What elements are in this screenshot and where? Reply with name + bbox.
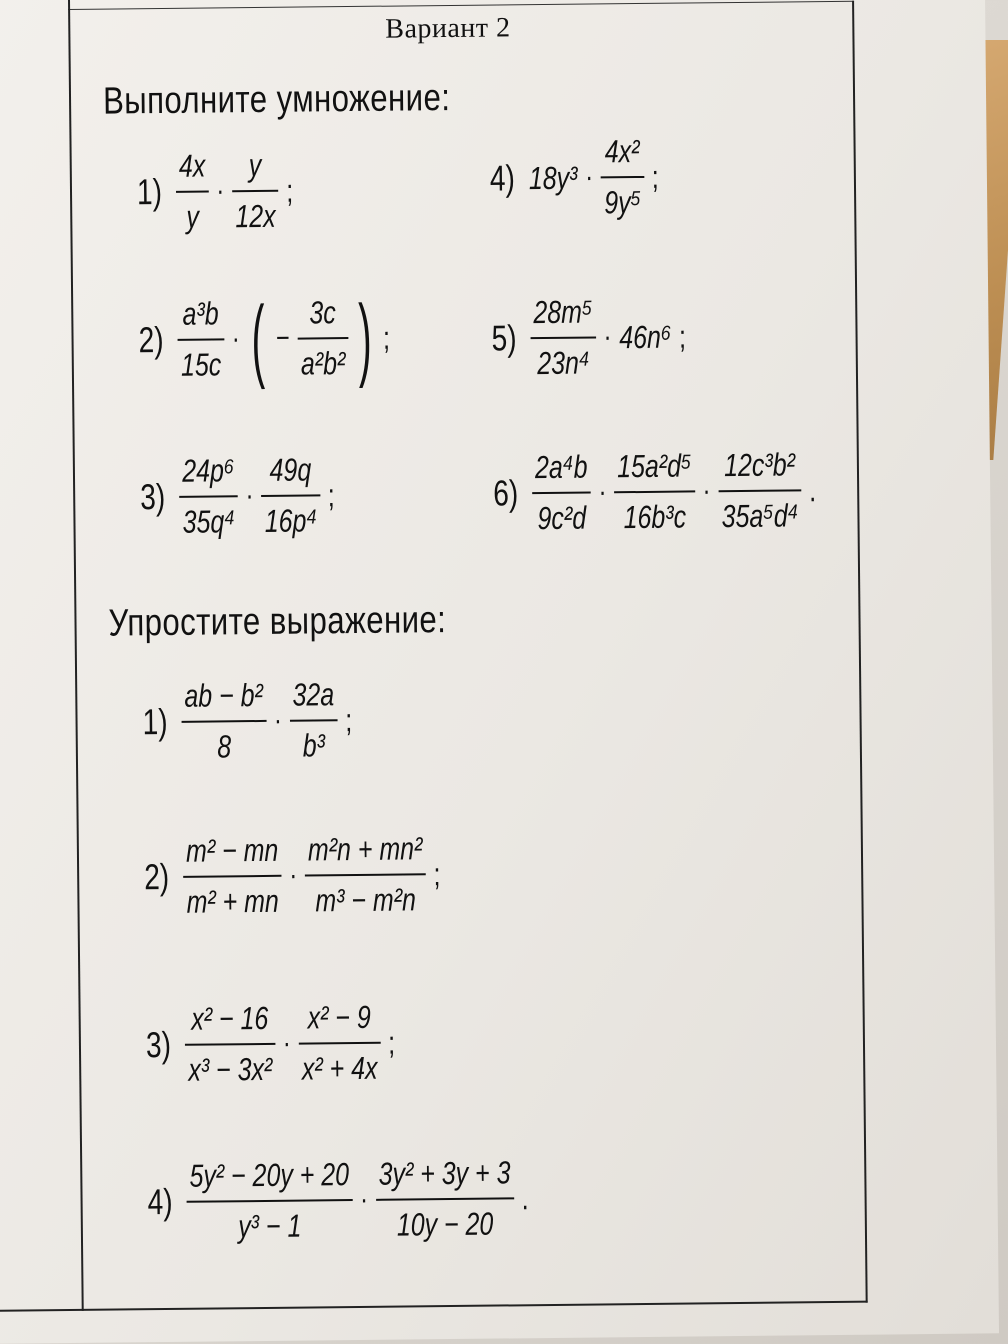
numerator: 4x² <box>604 132 640 170</box>
simplify-problem-2 <box>144 830 441 921</box>
numerator: 15a²d⁵ <box>616 447 692 485</box>
multiply-problem-1 <box>137 147 294 237</box>
fraction <box>183 832 282 921</box>
fraction <box>532 449 592 538</box>
fraction <box>185 1000 276 1089</box>
left-parenthesis: ( <box>250 287 265 391</box>
fraction <box>186 1156 353 1246</box>
multiply-dot: · <box>282 1026 291 1060</box>
punctuation: ; <box>382 319 391 356</box>
multiply-dot: · <box>598 475 607 509</box>
problem-number: 5) <box>491 317 517 359</box>
denominator: m² + mn <box>186 882 279 920</box>
fraction <box>181 677 267 766</box>
fraction <box>530 293 596 382</box>
fraction <box>718 446 802 535</box>
numerator: 12c³b² <box>723 446 796 484</box>
denominator: 12x <box>235 197 276 235</box>
problem-number: 2) <box>138 318 164 361</box>
fraction <box>289 676 338 764</box>
numerator: 2a⁴b <box>534 448 588 486</box>
punctuation: ; <box>433 855 441 892</box>
punctuation: . <box>808 471 817 508</box>
denominator: 9c²d <box>537 499 587 537</box>
minus-sign: − <box>275 321 290 355</box>
numerator: 5y² − 20y + 20 <box>189 1156 350 1194</box>
fraction <box>614 447 695 536</box>
multiply-dot: · <box>245 479 254 513</box>
problem-number: 3) <box>145 1023 172 1066</box>
problem-number: 1) <box>136 171 163 213</box>
numerator: ab − b² <box>184 676 264 714</box>
denominator: x² + 4x <box>301 1049 378 1087</box>
punctuation: ; <box>345 701 353 738</box>
punctuation: ; <box>286 172 294 209</box>
multiply-problem-3 <box>140 451 335 541</box>
fraction <box>177 295 224 383</box>
denominator: 16p⁴ <box>264 502 318 539</box>
numerator: 3c <box>309 294 336 331</box>
fraction <box>375 1154 514 1243</box>
problem-number: 2) <box>143 855 170 898</box>
numerator: 24p⁶ <box>182 452 235 489</box>
denominator: 10y − 20 <box>396 1205 494 1243</box>
numerator: x² − 16 <box>191 999 269 1037</box>
numerator: 28m⁵ <box>533 293 593 331</box>
frame-right-border <box>852 1 868 1303</box>
punctuation: ; <box>327 476 335 513</box>
multiply-problem-5 <box>491 293 686 383</box>
numerator: m²n + mn² <box>307 830 423 868</box>
denominator: 23n⁴ <box>537 344 590 382</box>
punctuation: ; <box>387 1024 396 1061</box>
numerator: a³b <box>182 295 219 332</box>
multiply-problem-4 <box>489 133 659 223</box>
variant-title: Вариант 2 <box>385 12 511 45</box>
punctuation: ; <box>651 158 659 195</box>
problem-number: 4) <box>489 157 516 199</box>
numerator: m² − mn <box>185 831 279 869</box>
coefficient-term: 18y³ <box>528 159 578 196</box>
denominator: m³ − m²n <box>315 881 417 919</box>
denominator: 35a⁵d⁴ <box>721 497 799 535</box>
simplify-problem-1 <box>142 676 353 766</box>
numerator: x² − 9 <box>307 998 371 1036</box>
denominator: 15c <box>180 346 222 383</box>
multiply-problem-2 <box>138 286 391 391</box>
simplify-problem-4 <box>147 1154 529 1246</box>
multiply-dot: · <box>231 322 240 356</box>
multiply-dot: · <box>289 858 298 892</box>
denominator: y <box>186 198 200 235</box>
section-heading-simplify: Упростите выражение: <box>108 599 447 645</box>
denominator: a²b² <box>300 345 346 382</box>
denominator: y³ − 1 <box>238 1207 302 1245</box>
problem-number: 4) <box>147 1180 173 1223</box>
simplify-problem-3 <box>145 999 395 1090</box>
right-parenthesis: ) <box>357 286 372 389</box>
section-heading-multiply: Выполните умножение: <box>102 76 451 123</box>
numerator: 32a <box>292 676 335 713</box>
multiply-dot: · <box>603 320 612 354</box>
denominator: 8 <box>217 728 232 765</box>
frame-top-border <box>68 1 854 10</box>
fraction <box>600 133 644 221</box>
multiply-dot: · <box>273 703 282 737</box>
fraction <box>305 830 427 919</box>
numerator: 49q <box>269 451 312 488</box>
multiply-problem-6 <box>493 446 817 537</box>
denominator: 9y⁵ <box>604 183 642 221</box>
denominator: b³ <box>302 727 326 764</box>
punctuation: . <box>521 1179 529 1216</box>
frame-left-border <box>68 0 84 1311</box>
fraction <box>261 451 321 540</box>
numerator: 4x <box>178 147 206 184</box>
problem-number: 3) <box>139 475 166 518</box>
denominator: x³ − 3x² <box>188 1050 273 1088</box>
multiply-dot: · <box>216 174 225 208</box>
denominator: 35q⁴ <box>182 503 236 540</box>
punctuation: ; <box>678 318 687 355</box>
coefficient-term: 46n⁶ <box>619 318 672 355</box>
multiply-dot: · <box>360 1182 369 1216</box>
problem-number: 6) <box>492 472 519 514</box>
multiply-dot: · <box>585 160 594 194</box>
fraction <box>298 999 381 1088</box>
multiply-dot: · <box>702 474 711 508</box>
fraction <box>297 294 349 383</box>
fraction <box>176 148 210 236</box>
numerator: 3y² + 3y + 3 <box>378 1154 511 1192</box>
fraction <box>232 147 279 235</box>
problem-number: 1) <box>142 700 168 743</box>
fraction <box>179 452 239 541</box>
denominator: 16b³c <box>623 498 687 536</box>
frame-bottom-border <box>0 1301 868 1312</box>
numerator: y <box>248 146 262 184</box>
